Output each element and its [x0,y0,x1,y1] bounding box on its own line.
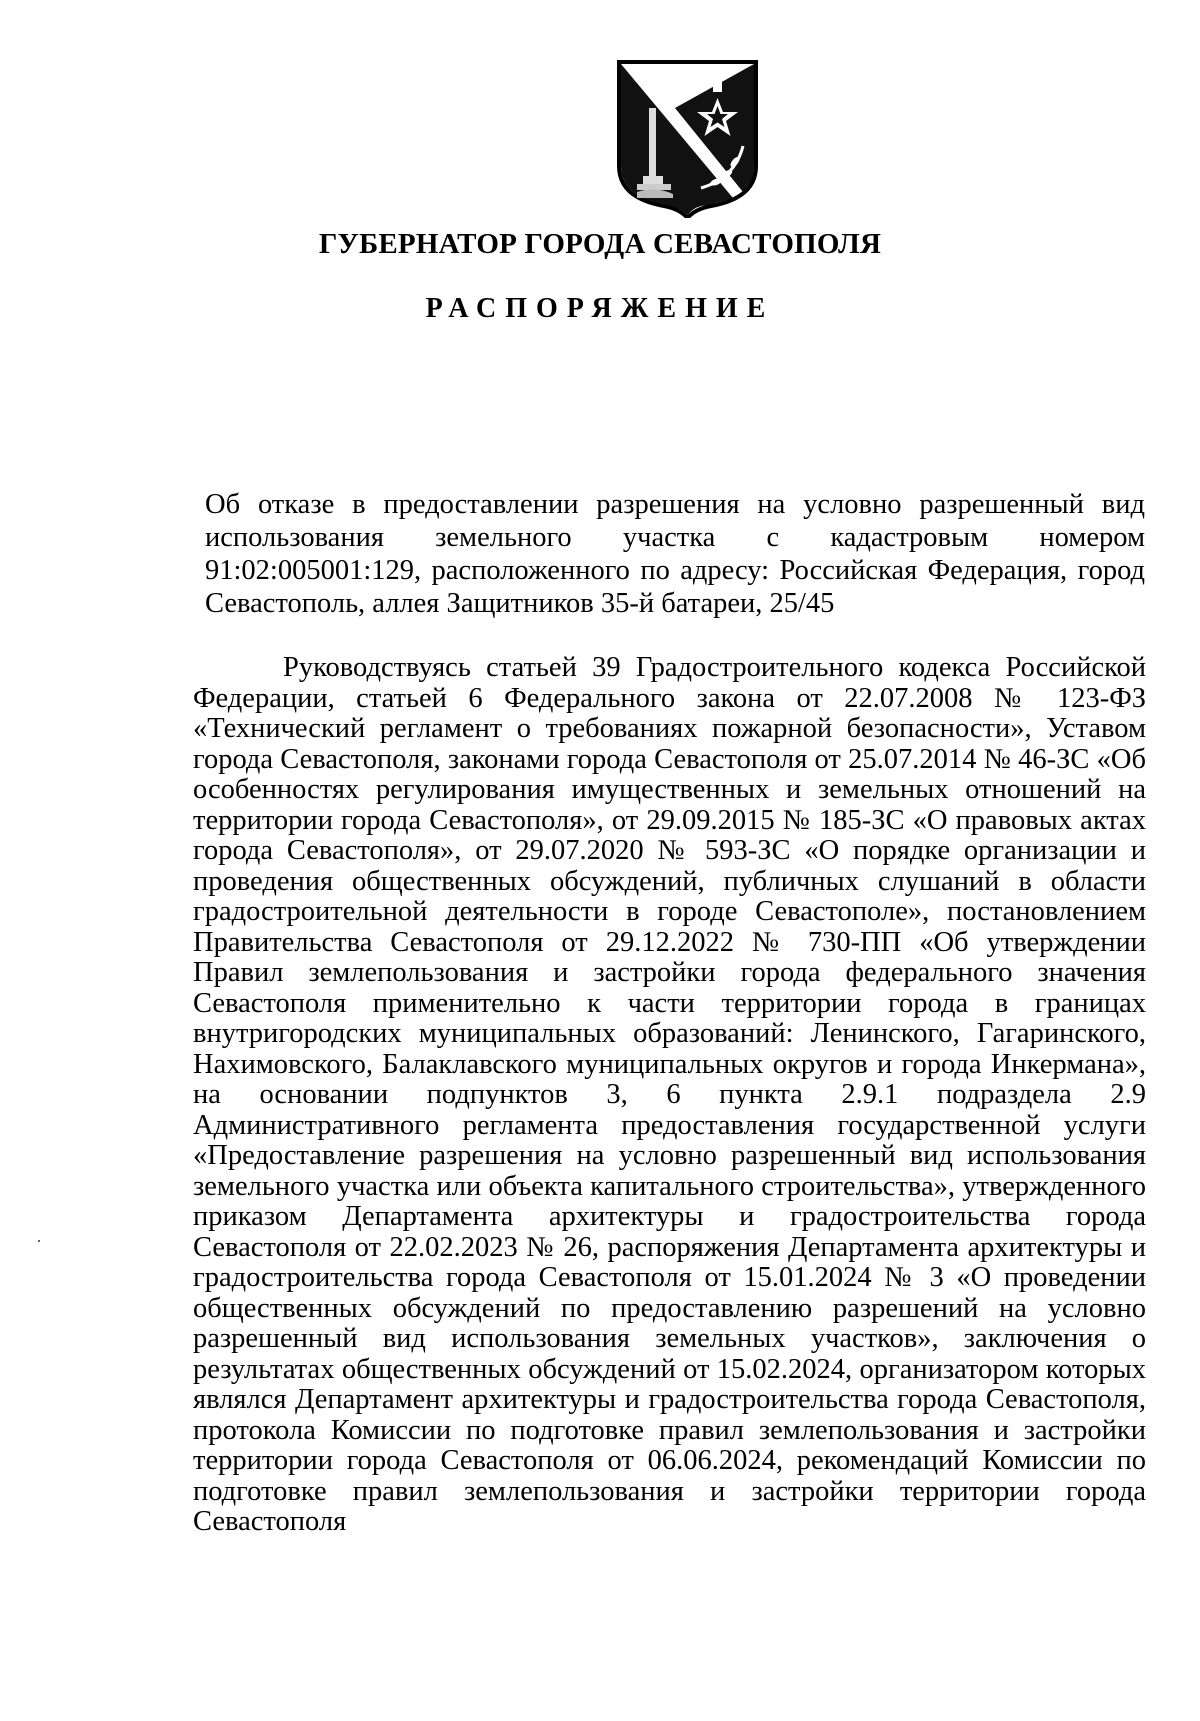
document-type-heading: РАСПОРЯЖЕНИЕ [425,293,775,324]
sevastopol-coat-of-arms-icon [615,58,760,218]
issuing-authority-heading: ГУБЕРНАТОР ГОРОДА СЕВАСТОПОЛЯ [318,228,882,260]
scan-artifact [38,1240,40,1242]
order-body-paragraph: Руководствуясь статьей 39 Градостроительного кодекса Российской Федерации, статьей 6 Федерального закона от 22.07.2008 № 123-ФЗ «Технический регламент о требованиях пожарной безопасности», Уставом города Севастополя, законами города Севастополя от 25.07.2014 № 46-ЗС «Об особенностях регулирования имущественных и земельных отношений на территории города Севастополя», от 29.09.2015 № 185-ЗС «О правовых актах города Севастополя», от 29.07.2020 № 593-ЗС «О порядке организации и проведения общественных обсуждений, публичных слушаний в области градостроительной деятельности в городе Севастополе», постановлением Правительства Севастополя от 29.12.2022 № 730-ПП «Об утверждении Правил землепользования и застройки города федерального значения Севастополя применительно к части территории города в границах внутригородских муниципальных образований: Ленинского, Гагаринского, Нахимовского, Балаклавского муниципальных округов и города Инкермана», на основании подпунктов 3, 6 пункта 2.9.1 подраздела 2.9 Административного регламента предоставления государственной услуги «Предоставление разрешения на условно разрешенный вид использования земельного участка или объекта капитального строительства», утвержденного приказом Департамента архитектуры и градостроительства города Севастополя от 22.02.2023 № 26, распоряжения Департамента архитектуры и градостроительства города Севастополя от 15.01.2024 № 3 «О проведении общественных обсуждений по предоставлению разрешений на условно разрешенный вид использования земельных участков», заключения о результатах общественных обсуждений от 15.02.2024, организатором которых являлся Департамент архитектуры и градостроительства города Севастополя, протокола Комиссии по подготовке правил землепользования и застройки территории города Севастополя от 06.06.2024, рекомендаций Комиссии по подготовке правил землепользования и застройки территории города Севастополя [193,652,1146,1537]
order-subject: Об отказе в предоставлении разрешения на условно разрешенный вид использования земельного участка с кадастровым номером 91:02:005001:129, расположенного по адресу: Российская Федерация, город Севастополь, аллея Защитников 35-й батареи, 25/45 [205,489,1145,619]
